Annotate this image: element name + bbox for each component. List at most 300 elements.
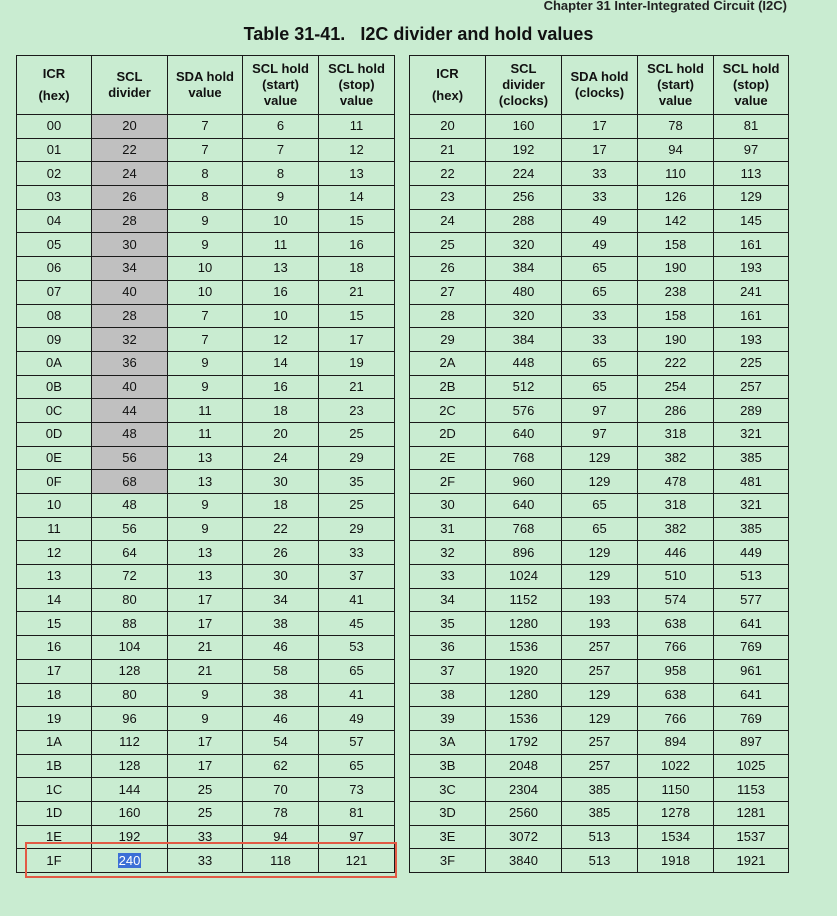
left-cell-scl-hold-start[interactable] [243,280,319,304]
left-cell-icr[interactable] [17,375,92,399]
right-cell-scl-hold-start[interactable] [638,659,714,683]
right-cell-scl-hold-start[interactable] [638,588,714,612]
left-cell-sda-hold[interactable] [168,707,243,731]
left-cell-scl-hold-stop[interactable] [319,588,395,612]
left-cell-sda-hold[interactable] [168,730,243,754]
left-cell-scl-divider[interactable] [92,328,168,352]
right-cell-scl-divider[interactable] [486,375,562,399]
left-cell-scl-divider[interactable] [92,778,168,802]
left-cell-icr[interactable] [17,541,92,565]
right-cell-sda-hold[interactable] [562,422,638,446]
right-cell-sda-hold[interactable] [562,517,638,541]
right-cell-scl-hold-start[interactable] [638,612,714,636]
right-cell-scl-divider[interactable] [486,636,562,660]
right-cell-icr[interactable] [410,115,486,139]
left-cell-sda-hold[interactable] [168,636,243,660]
right-cell-icr[interactable] [410,659,486,683]
left-cell-sda-hold[interactable] [168,257,243,281]
left-cell-sda-hold[interactable] [168,683,243,707]
right-cell-scl-hold-stop[interactable] [714,470,789,494]
left-cell-sda-hold[interactable] [168,517,243,541]
right-cell-scl-divider[interactable] [486,470,562,494]
right-cell-scl-hold-start[interactable] [638,754,714,778]
right-cell-scl-divider[interactable] [486,351,562,375]
left-cell-icr[interactable] [17,565,92,589]
left-cell-scl-hold-start[interactable] [243,636,319,660]
right-cell-scl-hold-stop[interactable] [714,280,789,304]
left-cell-scl-hold-stop[interactable] [319,209,395,233]
right-cell-sda-hold[interactable] [562,375,638,399]
left-cell-icr[interactable] [17,470,92,494]
right-cell-scl-hold-start[interactable] [638,517,714,541]
left-cell-scl-divider[interactable] [92,683,168,707]
left-cell-sda-hold[interactable] [168,115,243,139]
right-cell-scl-divider[interactable] [486,565,562,589]
right-cell-icr[interactable] [410,730,486,754]
right-cell-scl-hold-stop[interactable] [714,612,789,636]
right-cell-icr[interactable] [410,162,486,186]
left-cell-icr[interactable] [17,588,92,612]
left-cell-scl-hold-stop[interactable] [319,730,395,754]
right-cell-scl-hold-start[interactable] [638,422,714,446]
left-cell-scl-hold-start[interactable] [243,328,319,352]
left-cell-scl-divider[interactable] [92,754,168,778]
right-cell-scl-hold-stop[interactable] [714,565,789,589]
right-cell-scl-hold-stop[interactable] [714,636,789,660]
right-cell-sda-hold[interactable] [562,541,638,565]
left-cell-sda-hold[interactable] [168,565,243,589]
left-cell-sda-hold[interactable] [168,801,243,825]
right-cell-scl-hold-start[interactable] [638,446,714,470]
left-cell-icr[interactable] [17,399,92,423]
right-cell-scl-divider[interactable] [486,754,562,778]
right-cell-sda-hold[interactable] [562,351,638,375]
right-cell-scl-hold-start[interactable] [638,138,714,162]
left-cell-scl-divider[interactable] [92,233,168,257]
right-cell-scl-hold-stop[interactable] [714,399,789,423]
left-cell-scl-hold-start[interactable] [243,257,319,281]
right-cell-scl-hold-start[interactable] [638,257,714,281]
left-cell-scl-divider[interactable] [92,588,168,612]
right-cell-sda-hold[interactable] [562,162,638,186]
left-cell-scl-hold-start[interactable] [243,351,319,375]
left-cell-icr[interactable] [17,636,92,660]
left-cell-scl-hold-stop[interactable] [319,186,395,210]
right-cell-scl-hold-start[interactable] [638,399,714,423]
right-cell-scl-divider[interactable] [486,399,562,423]
right-cell-scl-hold-stop[interactable] [714,683,789,707]
right-cell-scl-hold-stop[interactable] [714,162,789,186]
left-cell-scl-hold-stop[interactable] [319,517,395,541]
right-cell-scl-divider[interactable] [486,778,562,802]
right-cell-sda-hold[interactable] [562,399,638,423]
right-cell-scl-hold-start[interactable] [638,541,714,565]
right-cell-icr[interactable] [410,517,486,541]
left-cell-scl-hold-start[interactable] [243,707,319,731]
left-cell-scl-divider[interactable] [92,730,168,754]
right-cell-scl-hold-start[interactable] [638,115,714,139]
right-cell-scl-hold-start[interactable] [638,565,714,589]
left-cell-scl-divider[interactable] [92,280,168,304]
right-cell-sda-hold[interactable] [562,280,638,304]
left-cell-scl-divider[interactable] [92,304,168,328]
left-cell-icr[interactable] [17,754,92,778]
right-cell-scl-hold-start[interactable] [638,778,714,802]
right-cell-icr[interactable] [410,209,486,233]
left-cell-scl-hold-stop[interactable] [319,399,395,423]
left-cell-scl-divider[interactable] [92,707,168,731]
right-cell-scl-hold-stop[interactable] [714,849,789,873]
left-cell-scl-divider[interactable] [92,494,168,518]
right-cell-sda-hold[interactable] [562,849,638,873]
left-cell-scl-hold-stop[interactable] [319,375,395,399]
right-cell-scl-hold-stop[interactable] [714,186,789,210]
left-cell-scl-hold-stop[interactable] [319,280,395,304]
left-cell-sda-hold[interactable] [168,233,243,257]
left-cell-scl-hold-stop[interactable] [319,304,395,328]
left-cell-scl-hold-start[interactable] [243,304,319,328]
left-cell-scl-hold-stop[interactable] [319,801,395,825]
right-cell-icr[interactable] [410,233,486,257]
left-cell-scl-hold-stop[interactable] [319,115,395,139]
right-cell-sda-hold[interactable] [562,778,638,802]
left-cell-icr[interactable] [17,209,92,233]
left-cell-icr[interactable] [17,328,92,352]
right-cell-scl-divider[interactable] [486,209,562,233]
right-cell-scl-hold-start[interactable] [638,801,714,825]
right-cell-sda-hold[interactable] [562,186,638,210]
left-cell-scl-hold-stop[interactable] [319,162,395,186]
right-cell-icr[interactable] [410,636,486,660]
right-cell-scl-divider[interactable] [486,280,562,304]
right-cell-scl-hold-start[interactable] [638,162,714,186]
left-cell-scl-hold-stop[interactable] [319,233,395,257]
left-cell-icr[interactable] [17,280,92,304]
right-cell-scl-hold-stop[interactable] [714,730,789,754]
left-cell-sda-hold[interactable] [168,209,243,233]
right-cell-scl-hold-start[interactable] [638,683,714,707]
right-cell-scl-hold-start[interactable] [638,825,714,849]
right-cell-sda-hold[interactable] [562,470,638,494]
left-cell-scl-divider[interactable] [92,446,168,470]
left-cell-scl-hold-start[interactable] [243,494,319,518]
left-cell-scl-hold-stop[interactable] [319,754,395,778]
right-cell-scl-hold-stop[interactable] [714,494,789,518]
right-cell-icr[interactable] [410,707,486,731]
left-cell-sda-hold[interactable] [168,446,243,470]
left-cell-icr[interactable] [17,351,92,375]
right-cell-scl-hold-stop[interactable] [714,707,789,731]
left-cell-sda-hold[interactable] [168,280,243,304]
left-cell-scl-hold-stop[interactable] [319,328,395,352]
right-cell-scl-hold-stop[interactable] [714,801,789,825]
left-cell-icr[interactable] [17,257,92,281]
right-cell-scl-divider[interactable] [486,446,562,470]
left-cell-scl-hold-start[interactable] [243,517,319,541]
left-cell-scl-hold-start[interactable] [243,209,319,233]
left-cell-scl-divider[interactable] [92,541,168,565]
left-cell-scl-hold-start[interactable] [243,730,319,754]
right-cell-icr[interactable] [410,186,486,210]
right-cell-scl-divider[interactable] [486,801,562,825]
left-cell-scl-hold-start[interactable] [243,778,319,802]
right-cell-scl-divider[interactable] [486,257,562,281]
right-cell-scl-hold-stop[interactable] [714,304,789,328]
right-cell-icr[interactable] [410,422,486,446]
left-cell-scl-divider[interactable] [92,801,168,825]
right-cell-sda-hold[interactable] [562,730,638,754]
right-cell-scl-hold-stop[interactable] [714,541,789,565]
right-cell-sda-hold[interactable] [562,754,638,778]
left-cell-scl-hold-start[interactable] [243,801,319,825]
right-cell-icr[interactable] [410,399,486,423]
right-cell-icr[interactable] [410,683,486,707]
left-cell-sda-hold[interactable] [168,470,243,494]
left-cell-scl-divider[interactable] [92,565,168,589]
left-cell-sda-hold[interactable] [168,138,243,162]
left-cell-icr[interactable] [17,233,92,257]
left-cell-scl-divider[interactable] [92,138,168,162]
left-cell-icr[interactable] [17,517,92,541]
right-cell-icr[interactable] [410,494,486,518]
right-cell-scl-divider[interactable] [486,233,562,257]
left-cell-scl-divider[interactable] [92,470,168,494]
right-cell-icr[interactable] [410,612,486,636]
right-cell-scl-divider[interactable] [486,422,562,446]
left-cell-scl-hold-start[interactable] [243,186,319,210]
left-cell-scl-divider[interactable] [92,612,168,636]
right-cell-sda-hold[interactable] [562,707,638,731]
left-cell-scl-hold-stop[interactable] [319,707,395,731]
left-cell-icr[interactable] [17,683,92,707]
right-cell-icr[interactable] [410,138,486,162]
right-cell-scl-hold-start[interactable] [638,470,714,494]
left-cell-scl-hold-start[interactable] [243,588,319,612]
left-cell-sda-hold[interactable] [168,328,243,352]
right-cell-scl-hold-stop[interactable] [714,446,789,470]
right-cell-sda-hold[interactable] [562,659,638,683]
left-cell-sda-hold[interactable] [168,659,243,683]
right-cell-icr[interactable] [410,446,486,470]
left-cell-scl-divider[interactable] [92,517,168,541]
right-cell-scl-hold-stop[interactable] [714,209,789,233]
left-cell-scl-hold-stop[interactable] [319,470,395,494]
right-cell-scl-hold-stop[interactable] [714,778,789,802]
left-cell-icr[interactable] [17,422,92,446]
left-cell-sda-hold[interactable] [168,399,243,423]
right-cell-scl-hold-stop[interactable] [714,517,789,541]
right-cell-sda-hold[interactable] [562,138,638,162]
right-cell-scl-hold-start[interactable] [638,636,714,660]
right-cell-scl-hold-start[interactable] [638,494,714,518]
left-cell-scl-divider[interactable] [92,375,168,399]
right-cell-icr[interactable] [410,849,486,873]
left-cell-scl-hold-stop[interactable] [319,541,395,565]
right-cell-icr[interactable] [410,375,486,399]
right-cell-scl-hold-stop[interactable] [714,588,789,612]
right-cell-sda-hold[interactable] [562,257,638,281]
right-cell-icr[interactable] [410,825,486,849]
left-cell-scl-hold-start[interactable] [243,446,319,470]
left-cell-scl-hold-stop[interactable] [319,683,395,707]
left-cell-sda-hold[interactable] [168,375,243,399]
left-cell-scl-divider[interactable] [92,162,168,186]
right-cell-sda-hold[interactable] [562,683,638,707]
left-cell-sda-hold[interactable] [168,351,243,375]
right-cell-scl-hold-stop[interactable] [714,328,789,352]
right-cell-sda-hold[interactable] [562,304,638,328]
right-cell-scl-divider[interactable] [486,494,562,518]
right-cell-sda-hold[interactable] [562,328,638,352]
left-cell-scl-hold-start[interactable] [243,138,319,162]
right-cell-scl-hold-stop[interactable] [714,351,789,375]
right-cell-scl-hold-start[interactable] [638,328,714,352]
right-cell-scl-hold-stop[interactable] [714,138,789,162]
right-cell-sda-hold[interactable] [562,209,638,233]
right-cell-icr[interactable] [410,328,486,352]
left-cell-sda-hold[interactable] [168,162,243,186]
right-cell-icr[interactable] [410,541,486,565]
left-cell-scl-hold-stop[interactable] [319,422,395,446]
left-cell-icr[interactable] [17,494,92,518]
left-cell-scl-hold-start[interactable] [243,422,319,446]
right-cell-scl-hold-stop[interactable] [714,754,789,778]
right-cell-scl-hold-stop[interactable] [714,825,789,849]
left-cell-icr[interactable] [17,304,92,328]
left-cell-scl-hold-stop[interactable] [319,778,395,802]
left-cell-sda-hold[interactable] [168,778,243,802]
right-cell-icr[interactable] [410,351,486,375]
right-cell-sda-hold[interactable] [562,115,638,139]
left-cell-scl-divider[interactable] [92,351,168,375]
right-cell-icr[interactable] [410,565,486,589]
right-cell-scl-hold-start[interactable] [638,233,714,257]
left-cell-scl-hold-start[interactable] [243,233,319,257]
right-cell-icr[interactable] [410,588,486,612]
right-cell-icr[interactable] [410,304,486,328]
left-cell-sda-hold[interactable] [168,304,243,328]
left-cell-sda-hold[interactable] [168,612,243,636]
right-cell-scl-divider[interactable] [486,825,562,849]
left-cell-scl-hold-stop[interactable] [319,494,395,518]
left-cell-icr[interactable] [17,612,92,636]
right-cell-scl-hold-start[interactable] [638,730,714,754]
right-cell-scl-hold-stop[interactable] [714,257,789,281]
right-cell-scl-divider[interactable] [486,517,562,541]
right-cell-scl-divider[interactable] [486,683,562,707]
left-cell-icr[interactable] [17,138,92,162]
right-cell-sda-hold[interactable] [562,494,638,518]
right-cell-scl-hold-start[interactable] [638,186,714,210]
left-cell-sda-hold[interactable] [168,588,243,612]
right-cell-scl-divider[interactable] [486,186,562,210]
right-cell-scl-hold-start[interactable] [638,209,714,233]
left-cell-icr[interactable] [17,115,92,139]
left-cell-scl-divider[interactable] [92,209,168,233]
left-cell-scl-hold-start[interactable] [243,399,319,423]
right-cell-scl-divider[interactable] [486,707,562,731]
right-cell-scl-hold-start[interactable] [638,849,714,873]
left-cell-icr[interactable] [17,446,92,470]
left-cell-scl-hold-stop[interactable] [319,636,395,660]
right-cell-sda-hold[interactable] [562,446,638,470]
left-cell-scl-hold-stop[interactable] [319,138,395,162]
left-cell-scl-hold-start[interactable] [243,115,319,139]
left-cell-sda-hold[interactable] [168,494,243,518]
right-cell-icr[interactable] [410,754,486,778]
right-cell-scl-divider[interactable] [486,659,562,683]
left-cell-scl-divider[interactable] [92,659,168,683]
right-cell-scl-divider[interactable] [486,588,562,612]
left-cell-sda-hold[interactable] [168,541,243,565]
right-cell-scl-hold-stop[interactable] [714,115,789,139]
right-cell-scl-hold-start[interactable] [638,707,714,731]
left-cell-icr[interactable] [17,659,92,683]
left-cell-scl-hold-start[interactable] [243,659,319,683]
right-cell-scl-hold-stop[interactable] [714,659,789,683]
right-cell-icr[interactable] [410,280,486,304]
right-cell-icr[interactable] [410,257,486,281]
right-cell-icr[interactable] [410,801,486,825]
right-cell-scl-hold-stop[interactable] [714,422,789,446]
left-cell-scl-hold-start[interactable] [243,375,319,399]
left-cell-icr[interactable] [17,801,92,825]
left-cell-scl-hold-start[interactable] [243,683,319,707]
right-cell-scl-hold-start[interactable] [638,375,714,399]
left-cell-scl-hold-stop[interactable] [319,565,395,589]
right-cell-sda-hold[interactable] [562,801,638,825]
right-cell-scl-divider[interactable] [486,849,562,873]
right-cell-scl-divider[interactable] [486,162,562,186]
right-cell-icr[interactable] [410,778,486,802]
left-cell-scl-divider[interactable] [92,115,168,139]
right-cell-icr[interactable] [410,470,486,494]
left-cell-scl-hold-start[interactable] [243,541,319,565]
right-cell-scl-hold-start[interactable] [638,351,714,375]
left-cell-icr[interactable] [17,707,92,731]
left-cell-icr[interactable] [17,162,92,186]
left-cell-scl-hold-start[interactable] [243,565,319,589]
right-cell-scl-divider[interactable] [486,304,562,328]
right-cell-scl-divider[interactable] [486,730,562,754]
left-cell-scl-hold-start[interactable] [243,162,319,186]
right-cell-sda-hold[interactable] [562,612,638,636]
left-cell-sda-hold[interactable] [168,422,243,446]
left-cell-icr[interactable] [17,186,92,210]
right-cell-sda-hold[interactable] [562,233,638,257]
right-cell-scl-hold-stop[interactable] [714,375,789,399]
left-cell-sda-hold[interactable] [168,186,243,210]
right-cell-sda-hold[interactable] [562,825,638,849]
left-cell-scl-divider[interactable] [92,186,168,210]
left-cell-scl-hold-stop[interactable] [319,257,395,281]
left-cell-sda-hold[interactable] [168,754,243,778]
left-cell-scl-hold-start[interactable] [243,754,319,778]
left-cell-scl-hold-stop[interactable] [319,612,395,636]
left-cell-scl-divider[interactable] [92,257,168,281]
right-cell-scl-hold-start[interactable] [638,280,714,304]
left-cell-scl-hold-stop[interactable] [319,659,395,683]
right-cell-scl-hold-start[interactable] [638,304,714,328]
right-cell-scl-divider[interactable] [486,328,562,352]
right-cell-sda-hold[interactable] [562,588,638,612]
right-cell-sda-hold[interactable] [562,565,638,589]
left-cell-icr[interactable] [17,730,92,754]
left-cell-scl-divider[interactable] [92,636,168,660]
right-cell-scl-hold-stop[interactable] [714,233,789,257]
right-cell-sda-hold[interactable] [562,636,638,660]
left-cell-scl-divider[interactable] [92,422,168,446]
